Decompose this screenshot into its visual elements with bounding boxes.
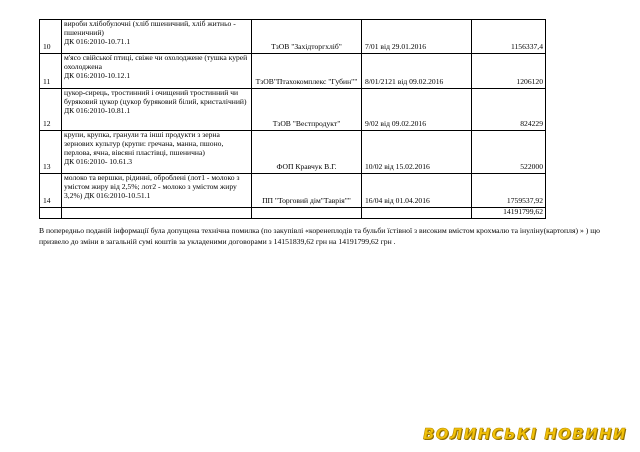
- contracts-table-body: [40, 20, 546, 219]
- row-number: 11: [40, 54, 62, 89]
- table-row: [40, 174, 546, 208]
- contract-number: 9/02 від 09.02.2016: [362, 89, 472, 131]
- empty-cell: [40, 208, 62, 219]
- correction-note: В попередньо поданій інформації була допущена технічна помилка (по закупівлі «коренеплодів та бульби їстівної з високим вмістом крохмалю та інуліну(картопля) » ) що призвело до зміни в загальній сумі коштів за укладеними договорами з 14151839,62 грн на 14191799,62 грн .: [39, 226, 601, 246]
- total-amount: 14191799,62: [472, 208, 546, 219]
- contract-amount: 522000: [472, 131, 546, 174]
- description-text: цукор-сирець, тростинний і очищений тростинний чи буряковий цукор (цукор буряковий білий, кристалічний) ДК 016:2010-10.81.1: [64, 88, 247, 115]
- contract-number: 10/02 від 15.02.2016: [362, 131, 472, 174]
- contracts-table: [39, 19, 546, 219]
- publisher-watermark: ВОЛИНСЬКІ НОВИНИ: [422, 425, 627, 443]
- table-row: [40, 54, 546, 89]
- contract-number: 8/01/2121 від 09.02.2016: [362, 54, 472, 89]
- row-number: 12: [40, 89, 62, 131]
- item-description: [62, 174, 252, 208]
- description-text: м'ясо свійської птиці, свіже чи охолоджене (тушка курей охолоджена ДК 016:2010-10.12.1: [64, 53, 248, 80]
- total-row: [40, 208, 546, 219]
- table-row: [40, 20, 546, 54]
- description-text: крупи, крупка, гранули та інші продукти з зерна зернових культур (крупи: гречана, манна, пшоно, перлова, ячна, вівсяні пластівці, пшенична) ДК 016:2010- 10.61.3: [64, 130, 224, 166]
- contract-number: 16/04 від 01.04.2016: [362, 174, 472, 208]
- contract-amount: 1206120: [472, 54, 546, 89]
- item-description: [62, 131, 252, 174]
- empty-cell: [362, 208, 472, 219]
- item-description: [62, 54, 252, 89]
- row-number: 14: [40, 174, 62, 208]
- contract-amount: 1156337,4: [472, 20, 546, 54]
- table-row: [40, 131, 546, 174]
- contract-amount: 1759537,92: [472, 174, 546, 208]
- supplier-name: ТзОВ"Птахокомплекс "Губин"": [252, 54, 362, 89]
- description-text: вироби хлібобулочні (хліб пшеничний, хліб житньо - пшеничний) ДК 016:2010-10.71.1: [64, 19, 236, 46]
- row-number: 10: [40, 20, 62, 54]
- supplier-name: ТзОВ "Західторгхліб": [252, 20, 362, 54]
- empty-cell: [62, 208, 252, 219]
- supplier-name: ФОП Кравчук В.Г.: [252, 131, 362, 174]
- supplier-name: ПП "Торговий дім"Таврія"": [252, 174, 362, 208]
- contract-amount: 824229: [472, 89, 546, 131]
- row-number: 13: [40, 131, 62, 174]
- table-row: [40, 89, 546, 131]
- description-text: молоко та вершки, рідинні, оброблені (лот1 - молоко з умістом жиру від 2,5%; лот2 - молоко з умістом жиру 3,2%) ДК 016:2010-10.51.1: [64, 173, 240, 200]
- item-description: [62, 20, 252, 54]
- supplier-name: ТзОВ "Вестпродукт": [252, 89, 362, 131]
- empty-cell: [252, 208, 362, 219]
- item-description: [62, 89, 252, 131]
- contract-number: 7/01 від 29.01.2016: [362, 20, 472, 54]
